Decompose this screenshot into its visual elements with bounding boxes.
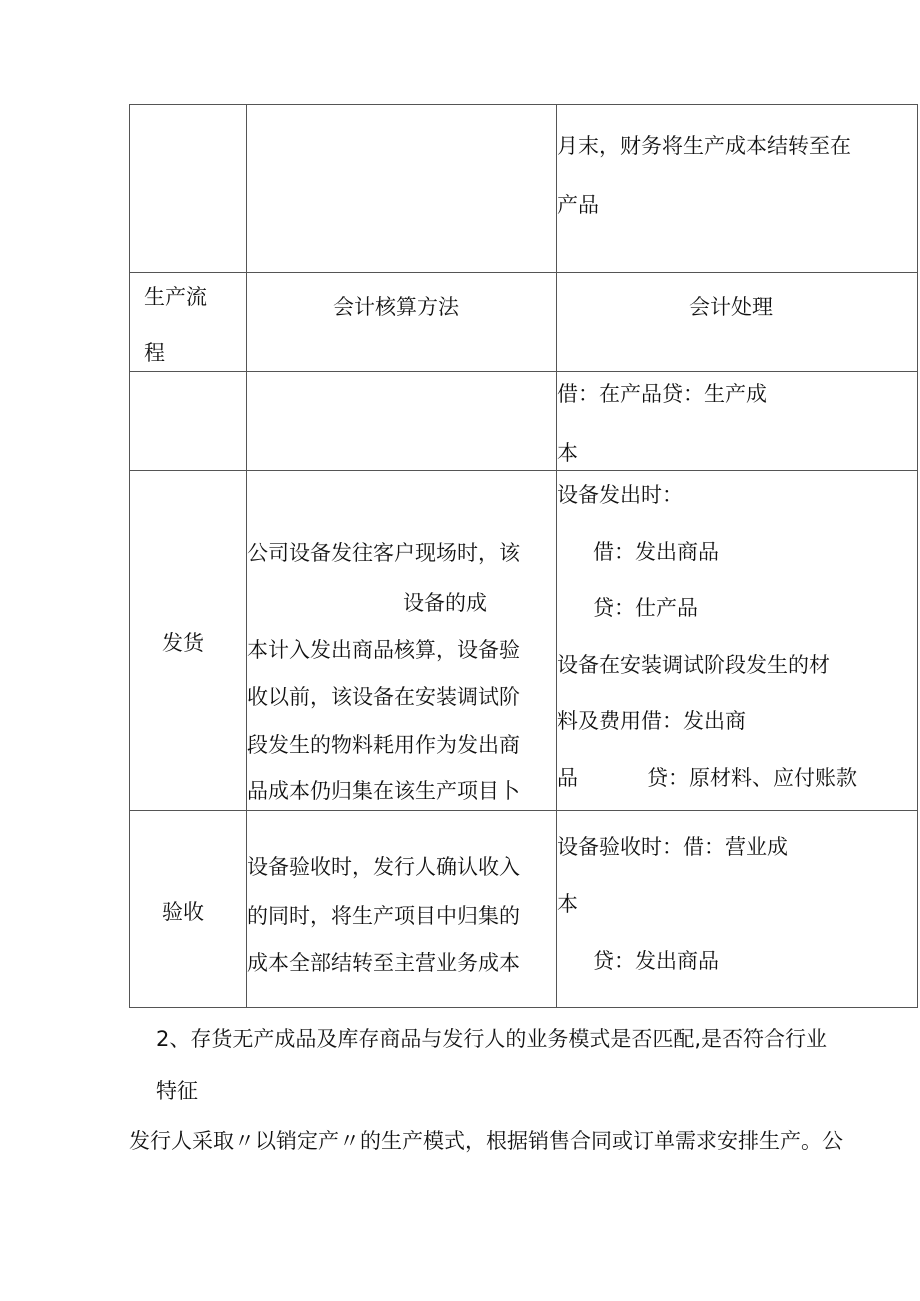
table-cell — [247, 372, 557, 471]
cell-text: 贷：原材料、应付账款 — [647, 766, 857, 790]
table-cell — [130, 105, 247, 273]
cell-text: 的同时，将生产项目中归集的 — [247, 904, 520, 928]
table-cell — [130, 372, 247, 471]
cell-text: 贷：仕产品 — [593, 596, 698, 620]
section-heading-continued: 特征 — [156, 1079, 198, 1103]
process-label: 发货 — [162, 631, 204, 655]
cell-text: 本 — [557, 892, 578, 916]
header-cell-treatment — [557, 273, 918, 372]
cell-text: 设备发出时： — [557, 483, 683, 507]
cell-text: 段发生的物料耗用作为发出商 — [247, 733, 520, 757]
cell-text: 设备验收时，发行人确认收入 — [247, 855, 520, 879]
cell-text: 贷：发出商品 — [593, 949, 719, 973]
cell-text: 公司设备发往客户现场时，该 — [247, 541, 520, 565]
table-row — [130, 372, 918, 471]
table-cell — [557, 105, 918, 273]
cell-text: 料及费用借：发出商 — [557, 709, 746, 733]
table-cell — [557, 811, 918, 1008]
cell-text: 成本全部结转至主营业务成本 — [247, 951, 520, 975]
cell-text: 产品 — [557, 193, 599, 217]
cell-text: 月末，财务将生产成本结转至在 — [557, 134, 851, 158]
cell-text: 品成本仍归集在该生产项目卜 — [247, 779, 520, 803]
header-text: 会计核算方法 — [333, 295, 459, 319]
cell-text: 设备的成 — [403, 591, 487, 615]
section-heading: 2、存货无产成品及库存商品与发行人的业务模式是否匹配,是否符合行业 — [156, 1027, 828, 1051]
table-cell — [247, 105, 557, 273]
table-cell — [557, 471, 918, 811]
table-row — [130, 811, 918, 1008]
header-text: 生产流 — [144, 285, 207, 309]
header-cell-method — [247, 273, 557, 372]
cell-text: 借：发出商品 — [593, 540, 719, 564]
table-header-row — [130, 273, 918, 372]
cell-text: 设备在安装调试阶段发生的材 — [557, 653, 830, 677]
table-cell — [247, 471, 557, 811]
cell-text: 本 — [557, 441, 578, 465]
table-cell — [247, 811, 557, 1008]
cell-text: 品 — [557, 766, 578, 790]
cell-text: 收以前，该设备在安装调试阶 — [247, 685, 520, 709]
table-row — [130, 471, 918, 811]
table-cell — [130, 471, 247, 811]
cell-text: 设备验收时：借：营业成 — [557, 835, 788, 859]
cell-text: 本计入发出商品核算，设备验 — [247, 638, 520, 662]
accounting-table — [129, 104, 918, 1008]
header-text: 程 — [144, 341, 165, 365]
table-row — [130, 105, 918, 273]
body-paragraph: 发行人采取〃以销定产〃的生产模式，根据销售合同或订单需求安排生产。公 — [129, 1129, 843, 1153]
table-cell — [130, 811, 247, 1008]
process-label: 验收 — [162, 900, 204, 924]
cell-text: 借：在产品贷：生产成 — [557, 382, 767, 406]
header-text: 会计处理 — [689, 295, 773, 319]
header-cell-process — [130, 273, 247, 372]
table-cell — [557, 372, 918, 471]
